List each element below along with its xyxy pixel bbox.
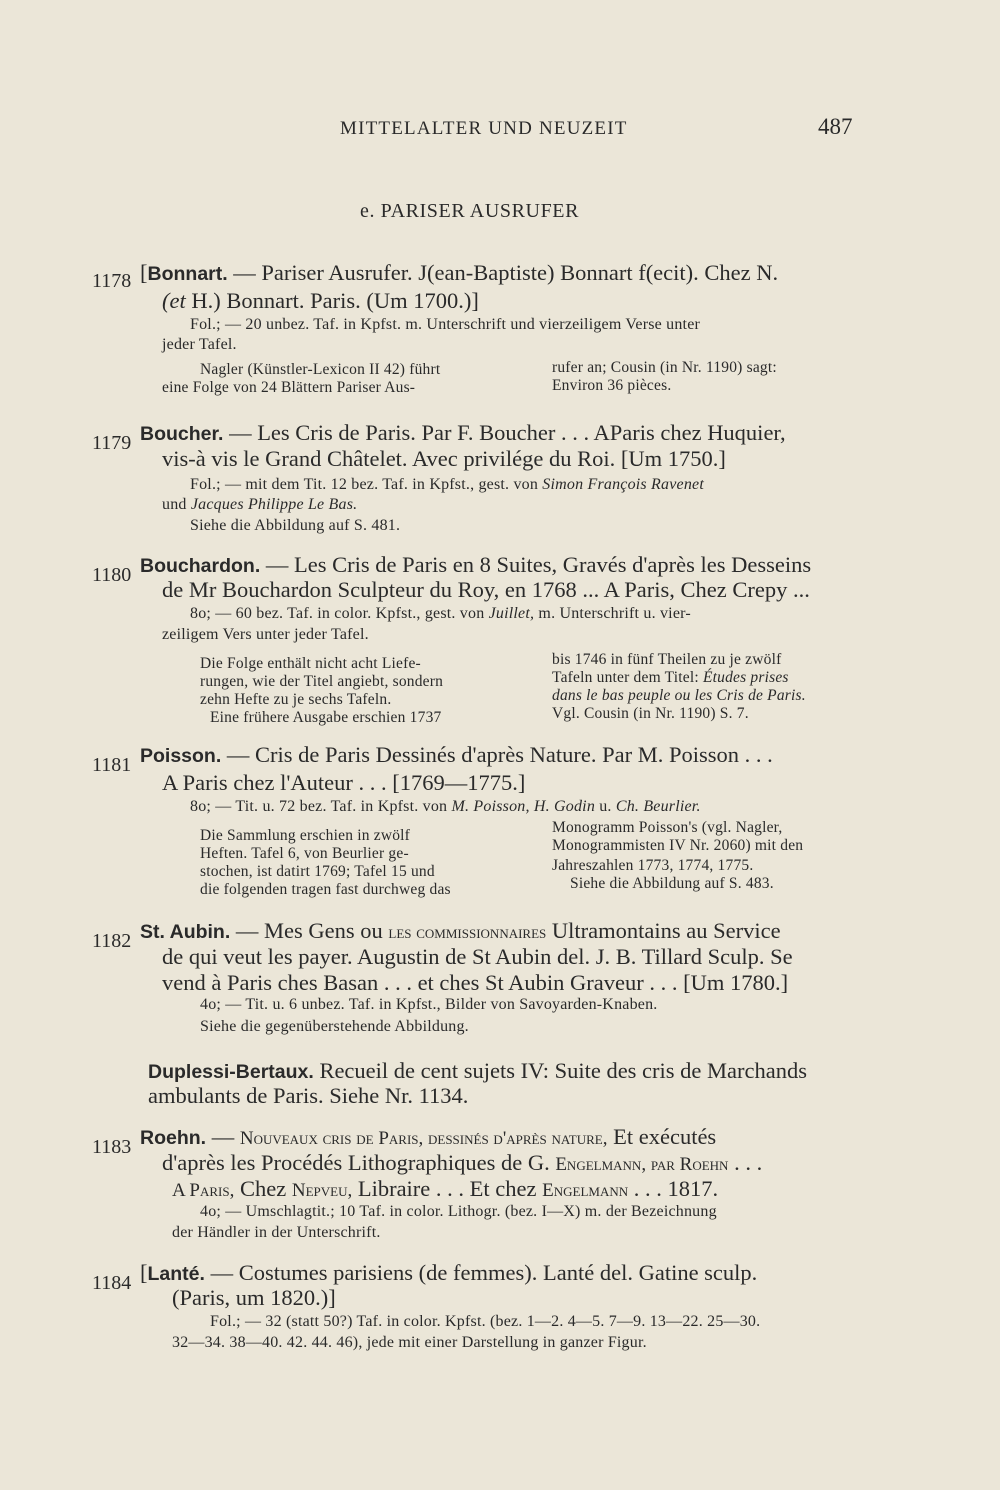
- detail-text: 8o; — 60 bez. Taf. in color. Kpfst., gest. von: [190, 605, 485, 622]
- engraver-name: Ch. Beurlier.: [615, 798, 701, 815]
- small-caps-text: Engelmann, par Roehn: [555, 1154, 729, 1175]
- entry-number: 1178: [92, 270, 132, 292]
- entry-title-line: [140, 1124, 716, 1152]
- detail-text: und: [162, 496, 187, 513]
- entry-detail: 4o; — Umschlagtit.; 10 Taf. in color. Lithogr. (bez. I—X) m. der Bezeichnung: [200, 1203, 717, 1220]
- engraver-name: Juillet,: [488, 605, 535, 622]
- entry-title-line: [140, 742, 773, 769]
- title-text: Ultramontains au Service: [551, 918, 781, 943]
- entry-name: Bonnart.: [147, 263, 228, 285]
- entry-name: Roehn.: [140, 1127, 207, 1149]
- entry-number: 1182: [92, 930, 132, 952]
- entry-detail: Siehe die gegenüberstehende Abbildung.: [200, 1018, 469, 1035]
- entry-detail: Siehe die Abbildung auf S. 481.: [190, 517, 401, 534]
- title-text: — Costumes parisiens (de femmes). Lanté del. Gatine sculp.: [210, 1260, 758, 1285]
- note-right: [552, 686, 806, 705]
- title-italic: dans le bas peuple ou les Cris de Paris.: [552, 687, 806, 704]
- title-text: Et exécutés: [613, 1124, 717, 1149]
- entry-detail: 32—34. 38—40. 42. 44. 46), jede mit einer Darstellung in ganzer Figur.: [172, 1334, 647, 1351]
- entry-name: Lanté.: [147, 1263, 205, 1285]
- entry-detail: 4o; — Tit. u. 6 unbez. Taf. in Kpfst., Bilder von Savoyarden-Knaben.: [200, 996, 658, 1013]
- entry-title-line: vend à Paris ches Basan . . . et ches St Aubin Graveur . . . [Um 1780.]: [162, 970, 789, 995]
- small-caps-text: Nepveu,: [291, 1180, 353, 1201]
- entry-title-line: [162, 1150, 762, 1178]
- title-italic: Études prises: [702, 669, 789, 686]
- title-text: Recueil de cent sujets IV: Suite des cris de Marchands: [319, 1058, 807, 1083]
- entry-title-line: de Mr Bouchardon Sculpteur du Roy, en 1768 ... A Paris, Chez Crepy ...: [162, 577, 810, 602]
- note-right: Vgl. Cousin (in Nr. 1190) S. 7.: [552, 705, 749, 722]
- entry-title-line: [140, 1260, 757, 1287]
- entry-name: Poisson.: [140, 745, 222, 767]
- entry-title-line: vis-à vis le Grand Châtelet. Avec privilége du Roi. [Um 1750.]: [162, 446, 726, 471]
- entry-detail: jeder Tafel.: [162, 336, 237, 353]
- entry-detail: der Händler in der Unterschrift.: [172, 1224, 381, 1241]
- entry-detail: [190, 797, 701, 817]
- title-text: — Mes Gens ou: [235, 918, 383, 943]
- note-left: stochen, ist datirt 1769; Tafel 15 und: [200, 863, 435, 880]
- title-text: . . . 1817.: [633, 1176, 719, 1201]
- entry-title-line: A Paris chez l'Auteur . . . [1769—1775.]: [162, 770, 526, 795]
- entry-detail: zeiligem Vers unter jeder Tafel.: [162, 626, 369, 643]
- entry-detail: Fol.; — 20 unbez. Taf. in Kpfst. m. Unterschrift und vierzeiligem Verse unter: [190, 316, 701, 333]
- section-heading: e. PARISER AUSRUFER: [360, 200, 580, 222]
- bracket: [: [140, 1260, 148, 1285]
- bracket: [: [140, 260, 148, 285]
- entry-detail: [190, 475, 704, 495]
- title-text: — Cris de Paris Dessinés d'après Nature. Par M. Poisson . . .: [226, 742, 773, 767]
- entry-number: 1181: [92, 754, 132, 776]
- note-right: [552, 668, 789, 687]
- note-left: Die Sammlung erschien in zwölf: [200, 827, 411, 844]
- title-text: d'après les Procédés Lithographiques de G.: [162, 1150, 550, 1175]
- entry-number: 1179: [92, 432, 132, 454]
- entry-name: Bouchardon.: [140, 555, 261, 577]
- title-text: . . .: [734, 1150, 763, 1175]
- small-caps-text: Engelmann: [542, 1180, 629, 1201]
- note-right: Siehe die Abbildung auf S. 483.: [570, 875, 774, 892]
- note-right: Jahreszahlen 1773, 1774, 1775.: [552, 857, 754, 874]
- entry-title-line: [140, 260, 778, 287]
- engraver-name: M. Poisson, H. Godin: [451, 798, 596, 815]
- note-right: Monogramm Poisson's (vgl. Nagler,: [552, 819, 783, 836]
- entry-name: Duplessi-Bertaux.: [148, 1061, 314, 1083]
- note-left: Die Folge enthält nicht acht Liefe-: [200, 655, 421, 672]
- entry-title-line: (Paris, um 1820.)]: [172, 1285, 336, 1310]
- running-title: MITTELALTER UND NEUZEIT: [340, 118, 628, 139]
- engraver-name: Simon François Ravenet: [542, 476, 704, 493]
- entry-detail: Fol.; — 32 (statt 50?) Taf. in color. Kpfst. (bez. 1—2. 4—5. 7—9. 13—22. 25—30.: [210, 1313, 761, 1330]
- entry-title-line: [162, 288, 479, 314]
- note-left: zehn Hefte zu je sechs Tafeln.: [200, 691, 392, 708]
- title-text: H.) Bonnart. Paris. (Um 1700.)]: [191, 288, 479, 313]
- entry-number: 1184: [92, 1272, 132, 1294]
- note-right: rufer an; Cousin (in Nr. 1190) sagt:: [552, 359, 777, 376]
- entry-name: Boucher.: [140, 423, 224, 445]
- entry-detail: [190, 604, 691, 624]
- entry-title-line: [140, 918, 781, 946]
- detail-text: Fol.; — mit dem Tit. 12 bez. Taf. in Kpfst., gest. von: [190, 476, 539, 493]
- small-caps-text: les commissionnaires: [388, 922, 547, 943]
- note-left: Heften. Tafel 6, von Beurlier ge-: [200, 845, 409, 862]
- entry-number: 1180: [92, 564, 132, 586]
- engraver-name: Jacques Philippe Le Bas.: [190, 496, 358, 513]
- note-right: bis 1746 in fünf Theilen zu je zwölf: [552, 651, 782, 668]
- title-text: — Les Cris de Paris. Par F. Boucher . . . AParis chez Huquier,: [229, 420, 786, 445]
- title-text: Chez: [239, 1176, 287, 1201]
- note-left: rungen, wie der Titel angiebt, sondern: [200, 673, 444, 690]
- note-left: die folgenden tragen fast durchweg das: [200, 881, 451, 898]
- detail-text: m. Unterschrift u. vier-: [538, 605, 691, 622]
- entry-title-line: [140, 420, 786, 447]
- page-number: 487: [818, 114, 853, 139]
- small-caps-text: Nouveaux cris de Paris, dessinés d'après nature,: [239, 1128, 608, 1149]
- note-text: Tafeln unter dem Titel:: [552, 669, 699, 686]
- note-left: Eine frühere Ausgabe erschien 1737: [210, 709, 442, 726]
- title-text: — Pariser Ausrufer. J(ean-Baptiste) Bonnart f(ecit). Chez N.: [233, 260, 779, 285]
- title-text: —: [211, 1124, 235, 1149]
- entry-detail: [162, 495, 357, 515]
- note-right: Monogrammisten IV Nr. 2060) mit den: [552, 837, 804, 854]
- entry-title-line: [140, 552, 811, 579]
- note-left: eine Folge von 24 Blättern Pariser Aus-: [162, 379, 416, 396]
- entry-title-line: ambulants de Paris. Siehe Nr. 1134.: [148, 1083, 469, 1108]
- italic-text: (et: [162, 288, 186, 313]
- entry-name: St. Aubin.: [140, 921, 231, 943]
- note-right: Environ 36 pièces.: [552, 377, 672, 394]
- note-left: Nagler (Künstler-Lexicon II 42) führt: [200, 361, 441, 378]
- detail-text: 8o; — Tit. u. 72 bez. Taf. in Kpfst. von: [190, 798, 448, 815]
- title-text: — Les Cris de Paris en 8 Suites, Gravés d'après les Desseins: [265, 552, 812, 577]
- small-caps-text: A Paris,: [172, 1180, 235, 1201]
- title-text: Libraire . . . Et chez: [357, 1176, 537, 1201]
- entry-title-line: [148, 1058, 807, 1085]
- entry-number: 1183: [92, 1136, 132, 1158]
- detail-text: u.: [599, 798, 612, 815]
- entry-title-line: de qui veut les payer. Augustin de St Aubin del. J. B. Tillard Sculp. Se: [162, 944, 793, 969]
- entry-title-line: [172, 1176, 718, 1204]
